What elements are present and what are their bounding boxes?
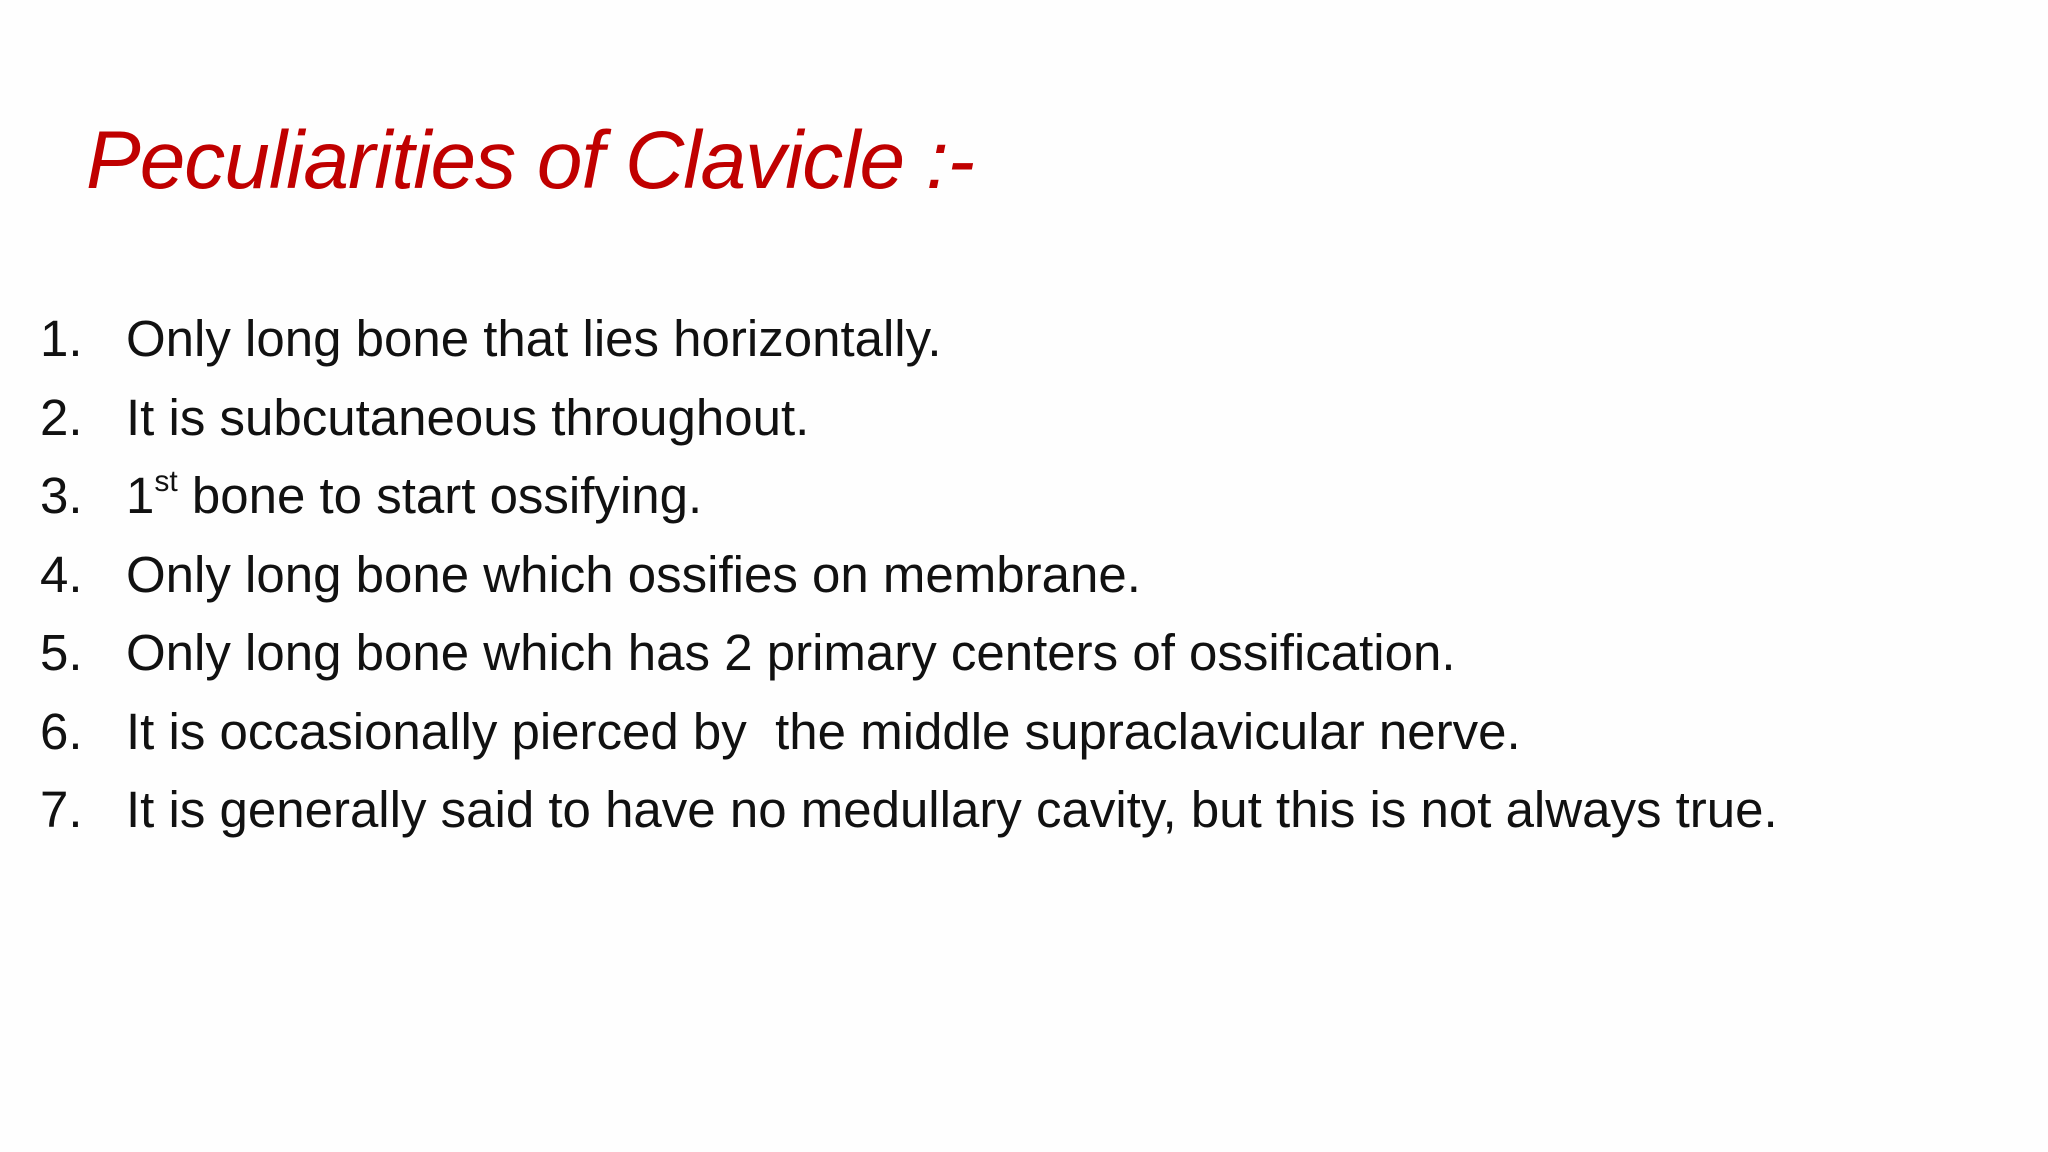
list-number: 3. xyxy=(40,467,83,524)
list-number: 5. xyxy=(40,624,83,681)
list-item-4 xyxy=(40,536,1778,615)
peculiarities-list xyxy=(40,300,1778,850)
ordinal-number: 1 xyxy=(126,467,155,524)
list-item-7 xyxy=(40,771,1778,850)
list-number: 7. xyxy=(40,781,83,838)
list-text: bone to start ossifying. xyxy=(177,467,703,524)
list-text: Only long bone which has 2 primary centers of ossification. xyxy=(126,624,1456,681)
list-number: 1. xyxy=(40,310,83,367)
list-text: It is generally said to have no medullary cavity, but this is not always true. xyxy=(126,781,1778,838)
list-item-5 xyxy=(40,614,1778,693)
list-number: 2. xyxy=(40,388,83,446)
ordinal-suffix: st xyxy=(154,465,178,498)
list-item-1 xyxy=(40,300,1778,379)
list-text: Only long bone that lies horizontally. xyxy=(126,310,942,367)
list-item-2 xyxy=(40,379,1778,458)
list-text: Only long bone which ossifies on membrane. xyxy=(126,545,1141,603)
list-number: 4. xyxy=(40,545,83,603)
slide-title: Peculiarities of Clavicle :- xyxy=(86,115,974,206)
list-text: It is occasionally pierced by the middle supraclavicular nerve. xyxy=(126,702,1521,760)
list-item-6 xyxy=(40,693,1778,772)
list-item-3 xyxy=(40,457,1778,536)
list-text: It is subcutaneous throughout. xyxy=(126,388,810,446)
list-number: 6. xyxy=(40,702,83,760)
list-text-with-ordinal xyxy=(126,457,702,536)
